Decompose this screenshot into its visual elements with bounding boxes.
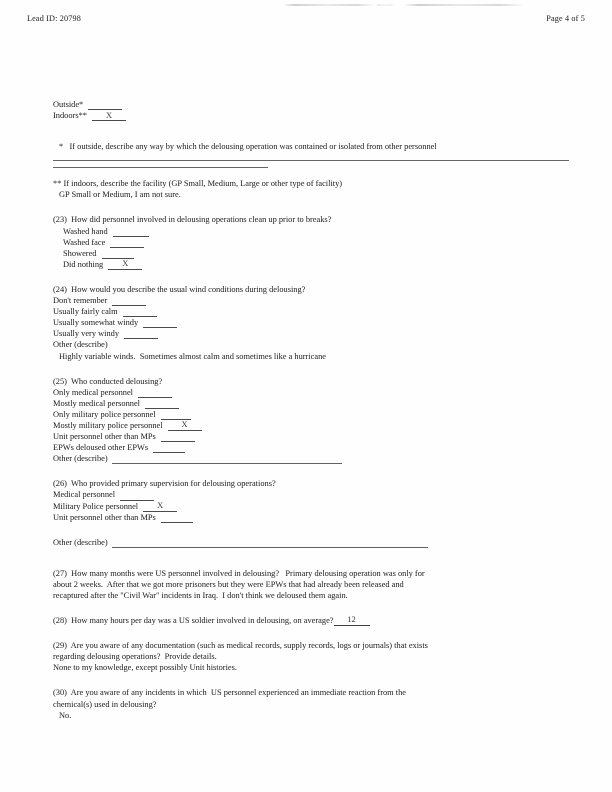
page-number-label: Page 4 of 5 [546,14,585,23]
q26-option-label-medical: Medical personnel [53,490,116,500]
question-29-answer: None to my knowledge, except possibly Unit histories. [53,663,237,673]
question-26-text: (26) Who provided primary supervision for delousing operations? [53,479,276,489]
q25-option-row[interactable] [53,420,573,431]
q26-other-row[interactable] [53,537,573,548]
q26-option-mark-military-police[interactable]: X [143,502,177,512]
question-28-text: (28) How many hours per day was a US soldier involved in delousing, on average? [53,616,334,626]
question-29-line-1: (29) Are you aware of any documentation (such as medical records, supply records, logs or journals) that exists [53,641,428,651]
q24-other-answer: Highly variable winds. Sometimes almost calm and sometimes like a hurricane [59,351,327,361]
q25-other-label: Other (describe) [53,454,108,464]
scan-artifact [376,4,394,6]
q25-option-mark-mostly-mp[interactable]: X [168,421,202,431]
scan-artifact [283,4,375,6]
q25-other-row[interactable] [53,453,573,464]
q26-option-row[interactable] [53,489,573,500]
q25-option-label-unit-personnel: Unit personnel other than MPs [53,432,156,442]
q24-option-label-usually-fairly-calm: Usually fairly calm [53,307,118,317]
q26-other-label: Other (describe) [53,537,108,547]
question-27-line-1: (27) How many months were US personnel involved in delousing? Primary delousing operation was only for [53,568,425,578]
q25-option-row[interactable] [53,442,573,453]
scan-artifact [404,4,524,6]
q25-option-row[interactable] [53,431,573,442]
question-24-text: (24) How would you describe the usual wind conditions during delousing? [53,284,306,294]
footnote-single-star: * If outside, describe any way by which the delousing operation was contained or isolated from other personnel [59,142,437,152]
question-30-line-1: (30) Are you aware of any incidents in which US personnel experienced an immediate reaction from the [53,688,407,698]
q23-option-mark-washed-hand[interactable] [113,236,149,237]
q25-option-label-only-medical: Only medical personnel [53,387,134,397]
q24-option-row[interactable] [53,306,573,317]
q25-option-row[interactable] [53,398,573,409]
page-header [0,14,612,30]
q23-option-row[interactable] [63,226,573,237]
q25-option-label-epws: EPWs deloused other EPWs [53,443,149,453]
q26-option-row[interactable] [53,512,573,523]
q25-option-row[interactable] [53,387,573,398]
q23-option-row[interactable] [63,248,573,259]
document-body [53,99,573,721]
question-23-text: (23) How did personnel involved in delousing operations clean up prior to breaks? [53,215,332,225]
q25-option-mark-epws[interactable] [153,452,185,453]
q24-option-mark-dont-remember[interactable] [112,305,146,306]
q26-other-answer-rule[interactable] [112,540,428,548]
answer-rule-single-star[interactable] [53,160,569,161]
option-row-outside[interactable] [53,99,573,110]
q23-option-row[interactable] [63,237,573,248]
question-27-line-2: about 2 weeks. After that we got more prisoners but they were EPWs that had already been released and [53,579,404,589]
question-28-answer[interactable]: 12 [334,614,370,626]
question-27-line-3: recaptured after the "Civil War" incidents in Iraq. I don't think we deloused them again. [53,591,348,600]
q24-option-row[interactable] [53,317,573,328]
q24-option-label-usually-very-windy: Usually very windy [53,329,120,339]
q25-option-label-mostly-mp: Mostly military police personnel [53,420,163,430]
question-30-answer: No. [59,710,72,720]
option-row-indoors[interactable] [53,110,573,121]
q26-option-row[interactable] [53,501,573,512]
q23-option-label-did-nothing: Did nothing [63,259,104,269]
q24-option-label-usually-somewhat-windy: Usually somewhat windy [53,318,139,328]
q25-option-mark-mostly-medical[interactable] [145,408,179,409]
option-mark-outside[interactable] [88,109,122,110]
question-30-line-2: chemical(s) used in delousing? [53,699,157,709]
q25-option-row[interactable] [53,409,573,420]
q24-option-row[interactable] [53,328,573,339]
q26-option-mark-unit-personnel[interactable] [161,522,193,523]
lead-id-label: Lead ID: 20798 [27,14,81,23]
q25-option-mark-only-medical[interactable] [138,397,172,398]
q24-other-label: Other (describe) [53,340,108,350]
q26-option-label-military-police: Military Police personnel [53,501,139,511]
option-label-outside: Outside* [53,100,84,109]
q23-option-row[interactable] [63,259,573,270]
q23-option-mark-showered[interactable] [102,258,134,259]
q24-option-mark-usually-fairly-calm[interactable] [123,316,157,317]
footnote-double-star: ** If indoors, describe the facility (GP Small, Medium, Large or other type of facility) [53,179,343,189]
footnote-double-star-answer: GP Small or Medium, I am not sure. [59,190,181,200]
q23-option-mark-did-nothing[interactable]: X [108,260,142,270]
question-25-text: (25) Who conducted delousing? [53,376,163,386]
q25-option-mark-unit-personnel[interactable] [161,441,195,442]
q23-option-label-washed-face: Washed face [63,237,106,247]
q23-option-label-showered: Showered [63,248,97,258]
q25-option-label-mostly-medical: Mostly medical personnel [53,398,140,408]
option-mark-indoors[interactable]: X [92,112,126,122]
q25-other-answer-rule[interactable] [112,456,342,464]
q25-option-label-only-mp: Only military police personnel [53,409,156,419]
question-29-line-2: regarding delousing operations? Provide details. [53,652,217,662]
question-28-row[interactable] [53,615,573,626]
q24-option-label-dont-remember: Don't remember [53,296,108,306]
q23-option-label-washed-hand: Washed hand [63,226,108,236]
answer-rule-single-star-2[interactable] [53,167,268,168]
option-label-indoors: Indoors** [53,111,87,121]
q26-option-mark-medical[interactable] [120,500,154,501]
q26-option-label-unit-personnel: Unit personnel other than MPs [53,512,156,522]
q24-option-mark-usually-somewhat-windy[interactable] [143,327,177,328]
q24-option-mark-usually-very-windy[interactable] [124,338,158,339]
q24-option-row[interactable] [53,295,573,306]
q23-option-mark-washed-face[interactable] [110,247,144,248]
